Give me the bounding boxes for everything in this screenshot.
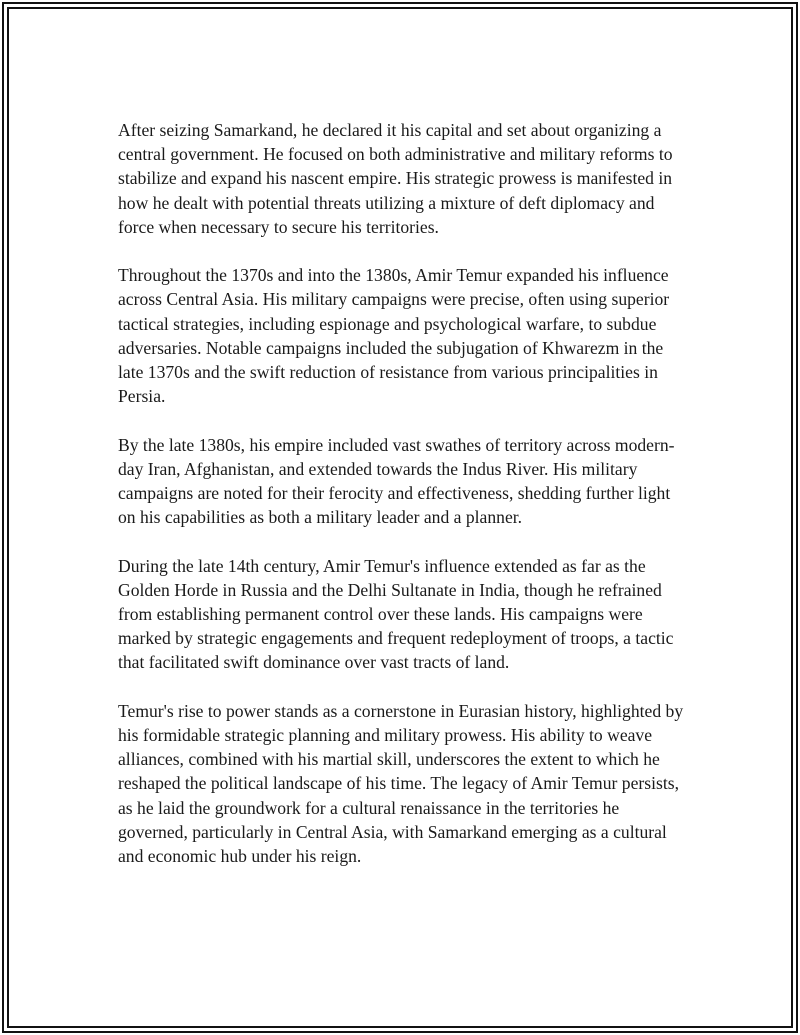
paragraph-5: Temur's rise to power stands as a cornerstone in Eurasian history, highlighted by his formidable strategic planning and military prowess. His ability to weave alliances, combined with his martial skill, underscores the extent to which he reshaped the political landscape of his time. The legacy of Amir Temur persists, as he laid the groundwork for a cultural renaissance in the territories he governed, particularly in Central Asia, with Samarkand emerging as a cultural and economic hub under his reign. (118, 700, 684, 867)
paragraph-1: After seizing Samarkand, he declared it his capital and set about organizing a central government. He focused on both administrative and military reforms to stabilize and expand his nascent empire. His strategic prowess is manifested in how he dealt with potential threats utilizing a mixture of deft diplomacy and force when necessary to secure his territories. (118, 120, 673, 237)
paragraph-4: During the late 14th century, Amir Temur's influence extended as far as the Golden Horde in Russia and the Delhi Sultanate in India, though he refrained from establishing permanent control over these lands. His campaigns were marked by strategic engagements and frequent redeployment of troops, a tactic that facilitated swift dominance over vast tracts of land. (118, 555, 674, 673)
document-body (118, 118, 688, 892)
paragraph-2: Throughout the 1370s and into the 1380s, Amir Temur expanded his influence across Central Asia. His military campaigns were precise, often using superior tactical strategies, including espionage and psychological warfare, to subdue adversaries. Notable campaigns included the subjugation of Khwarezm in the late 1370s and the swift reduction of resistance from various principalities in Persia. (118, 265, 670, 407)
paragraph-3: By the late 1380s, his empire included vast swathes of territory across modern-day Iran, Afghanistan, and extended towards the Indus River. His military campaigns are noted for their ferocity and effectiveness, shedding further light on his capabilities as both a military leader and a planner. (118, 434, 675, 528)
